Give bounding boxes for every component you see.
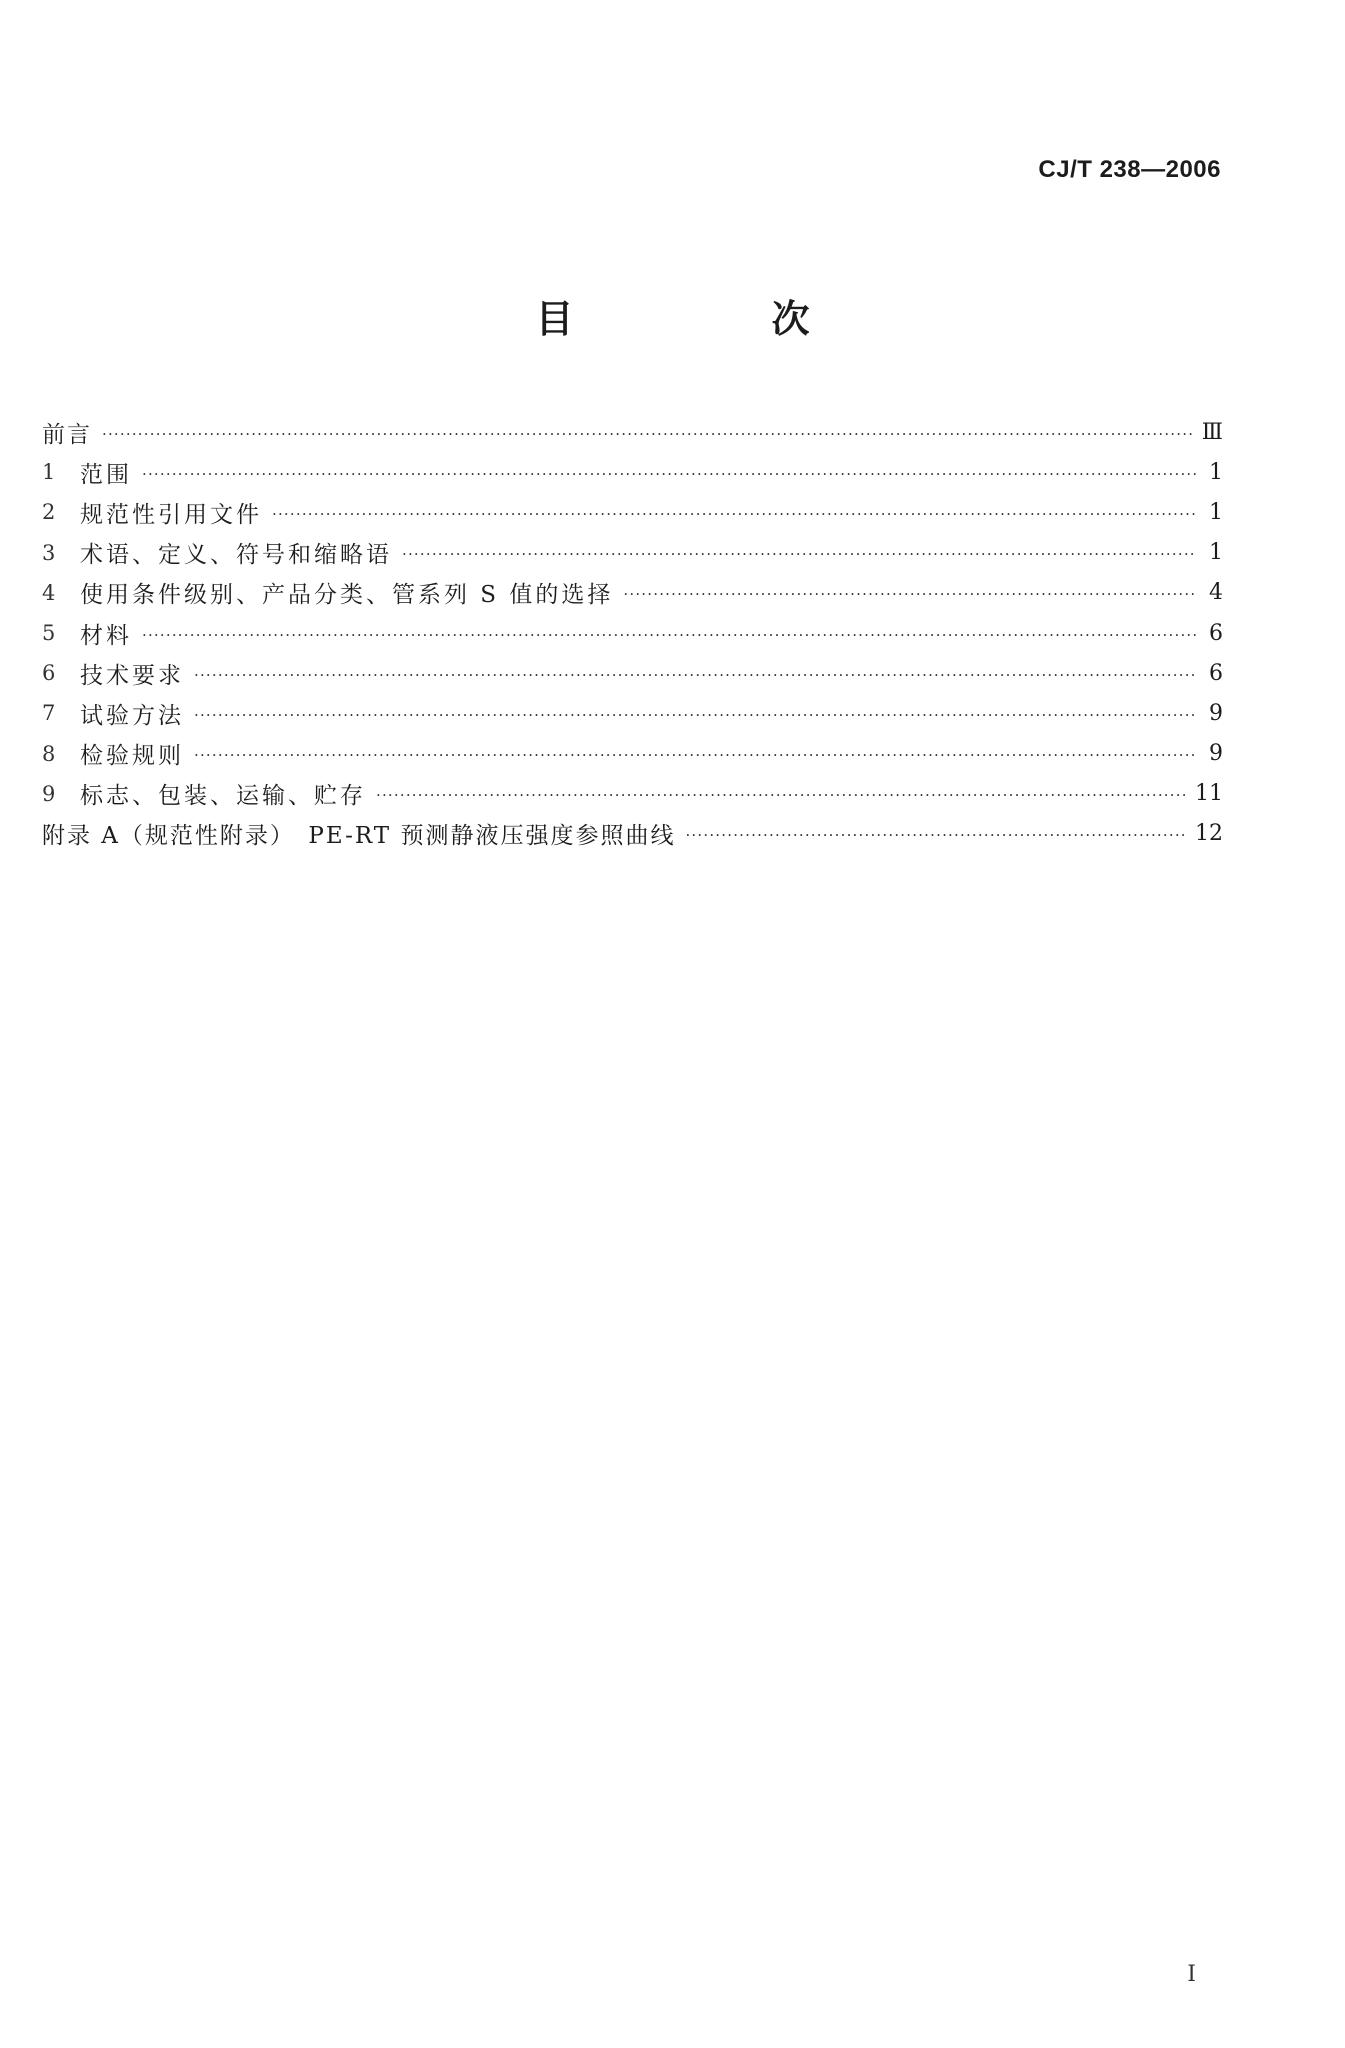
toc-entry-3[interactable] xyxy=(42,533,1223,573)
toc-entry-label: 附录 A（规范性附录） PE-RT 预测静液压强度参照曲线 xyxy=(42,823,676,850)
toc-entry-foreword[interactable] xyxy=(42,412,1223,452)
toc-entry-9[interactable] xyxy=(42,774,1223,814)
toc-entry-annex-a[interactable] xyxy=(42,814,1223,854)
toc-entry-8[interactable] xyxy=(42,734,1223,774)
dot-leader xyxy=(194,708,1197,723)
toc-entry-page: 9 xyxy=(1209,700,1223,726)
toc-entry-page: 11 xyxy=(1195,781,1223,807)
page-title: 目 次 xyxy=(535,297,890,341)
document-code: CJ/T 238—2006 xyxy=(1038,156,1221,183)
toc-entry-4[interactable] xyxy=(42,573,1223,613)
dot-leader xyxy=(272,507,1197,522)
toc-entry-label: 范围 xyxy=(80,461,132,488)
toc-entry-label: 技术要求 xyxy=(80,662,184,689)
dot-leader xyxy=(685,828,1187,843)
toc-entry-number: 4 xyxy=(42,580,56,605)
toc-entry-page: 6 xyxy=(1209,620,1223,646)
dot-leader xyxy=(102,427,1194,442)
toc-entry-label: 规范性引用文件 xyxy=(80,501,262,528)
toc-entry-label: 术语、定义、符号和缩略语 xyxy=(80,542,392,569)
toc-entry-page: 12 xyxy=(1195,821,1223,847)
toc-entry-1[interactable] xyxy=(42,452,1223,492)
dot-leader xyxy=(402,547,1197,562)
toc-entry-label: 前言 xyxy=(42,421,92,448)
toc-entry-page: 1 xyxy=(1209,499,1223,525)
table-of-contents xyxy=(42,412,1223,854)
dot-leader xyxy=(142,628,1197,643)
toc-entry-label: 材料 xyxy=(80,622,132,649)
toc-entry-6[interactable] xyxy=(42,653,1223,693)
toc-entry-label: 使用条件级别、产品分类、管系列 S 值的选择 xyxy=(80,582,614,609)
dot-leader xyxy=(194,668,1197,683)
toc-entry-page: 4 xyxy=(1209,580,1223,606)
dot-leader xyxy=(142,467,1197,482)
toc-entry-label: 试验方法 xyxy=(80,702,184,729)
toc-entry-page: 9 xyxy=(1209,741,1223,767)
dot-leader xyxy=(376,788,1187,803)
toc-entry-page: 1 xyxy=(1209,540,1223,566)
toc-entry-number: 5 xyxy=(42,621,56,646)
toc-entry-5[interactable] xyxy=(42,613,1223,653)
toc-entry-number: 1 xyxy=(42,460,56,485)
toc-entry-number: 8 xyxy=(42,741,56,766)
dot-leader xyxy=(194,748,1197,763)
toc-entry-2[interactable] xyxy=(42,492,1223,532)
toc-entry-7[interactable] xyxy=(42,693,1223,733)
toc-entry-number: 7 xyxy=(42,701,56,726)
page-number: I xyxy=(1187,1962,1196,1987)
toc-entry-label: 检验规则 xyxy=(80,743,184,770)
toc-entry-number: 9 xyxy=(42,781,56,806)
toc-entry-page: 1 xyxy=(1209,459,1223,485)
toc-entry-label: 标志、包装、运输、贮存 xyxy=(80,783,366,810)
toc-entry-number: 3 xyxy=(42,540,56,565)
toc-entry-page: 6 xyxy=(1209,660,1223,686)
dot-leader xyxy=(623,587,1197,602)
toc-entry-page: Ⅲ xyxy=(1201,419,1223,445)
toc-entry-number: 2 xyxy=(42,500,56,525)
toc-entry-number: 6 xyxy=(42,661,56,686)
